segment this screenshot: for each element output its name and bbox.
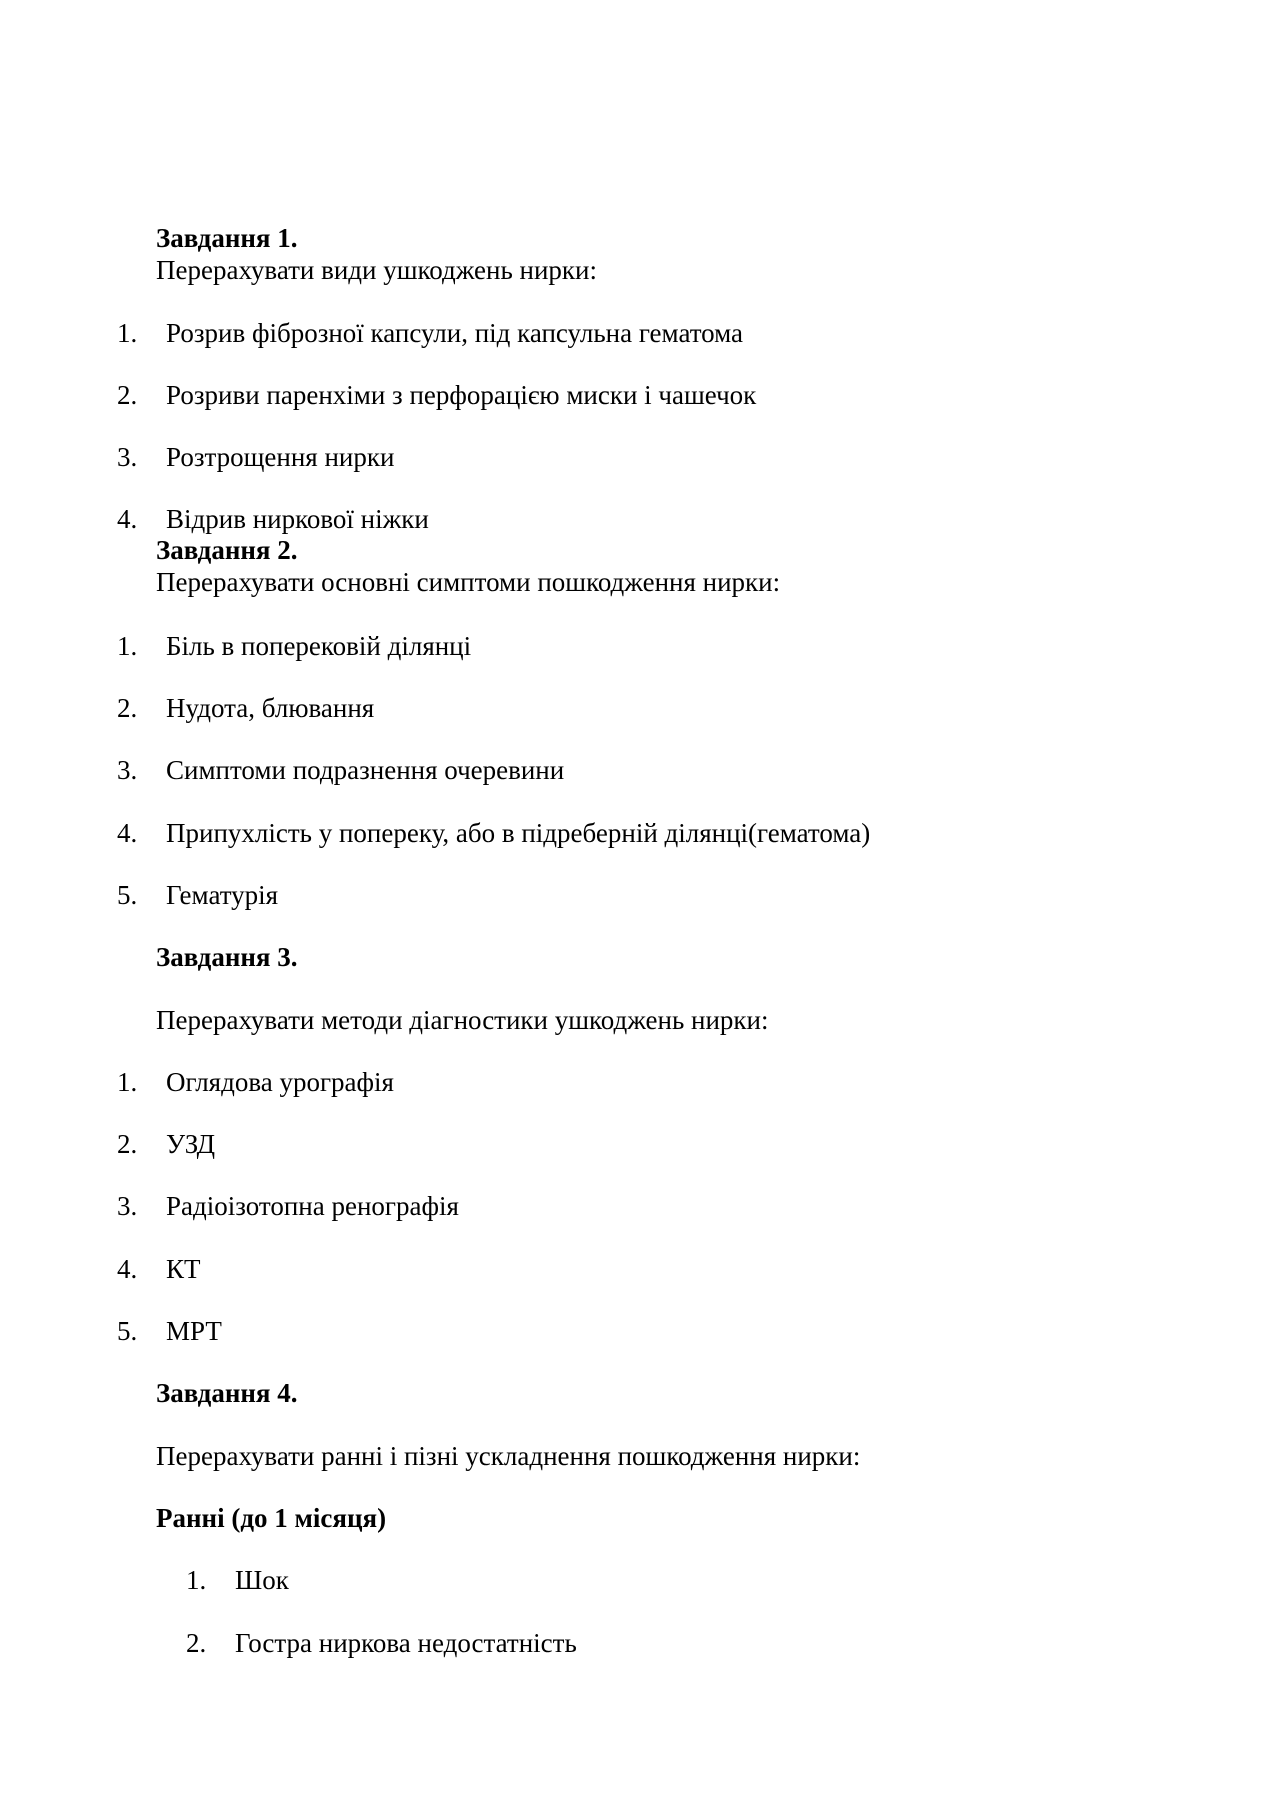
task1-heading: Завдання 1. <box>156 223 298 253</box>
list-item-number: 1. <box>117 631 138 661</box>
list-item: Розрив фіброзної капсули, під капсульна гематома <box>166 318 744 348</box>
list-item: Розриви паренхіми з перфорацією миски і чашечок <box>166 380 757 410</box>
list-item: Симптоми подразнення очеревини <box>166 755 565 785</box>
list-item-number: 1. <box>117 318 138 348</box>
list-item: Гостра ниркова недостатність <box>235 1628 577 1658</box>
list-item-number: 4. <box>117 1254 138 1284</box>
list-item: Біль в поперековій ділянці <box>166 631 472 661</box>
list-item-number: 3. <box>117 755 138 785</box>
list-item: Оглядова урографія <box>166 1067 394 1097</box>
list-item: КТ <box>166 1254 201 1284</box>
list-item-number: 3. <box>117 442 138 472</box>
list-item-number: 3. <box>117 1191 138 1221</box>
list-item-number: 5. <box>117 1316 138 1346</box>
list-item-number: 5. <box>117 880 138 910</box>
list-item: Радіоізотопна ренографія <box>166 1191 459 1221</box>
list-item-number: 2. <box>117 1129 138 1159</box>
list-item-number: 2. <box>117 693 138 723</box>
task2-prompt: Перерахувати основні симптоми пошкодження нирки: <box>156 567 781 597</box>
task3-heading: Завдання 3. <box>156 942 298 972</box>
list-item: Гематурія <box>166 880 279 910</box>
list-item: Шок <box>235 1565 289 1595</box>
list-item-number: 2. <box>186 1628 207 1658</box>
list-item: МРТ <box>166 1316 222 1346</box>
list-item-number: 2. <box>117 380 138 410</box>
list-item: УЗД <box>166 1129 216 1159</box>
list-item-number: 4. <box>117 818 138 848</box>
list-item: Розтрощення нирки <box>166 442 395 472</box>
list-item: Припухлість у попереку, або в підреберній ділянці(гематома) <box>166 818 871 848</box>
task1-prompt: Перерахувати види ушкоджень нирки: <box>156 255 597 285</box>
task2-heading: Завдання 2. <box>156 535 298 565</box>
task4-subheading: Ранні (до 1 місяця) <box>156 1503 387 1533</box>
task4-prompt: Перерахувати ранні і пізні ускладнення пошкодження нирки: <box>156 1441 861 1471</box>
list-item: Нудота, блювання <box>166 693 375 723</box>
list-item-number: 4. <box>117 504 138 534</box>
list-item-number: 1. <box>186 1565 207 1595</box>
list-item-number: 1. <box>117 1067 138 1097</box>
list-item: Відрив ниркової ніжки <box>166 504 429 534</box>
task3-prompt: Перерахувати методи діагностики ушкоджень нирки: <box>156 1005 769 1035</box>
task4-heading: Завдання 4. <box>156 1378 298 1408</box>
